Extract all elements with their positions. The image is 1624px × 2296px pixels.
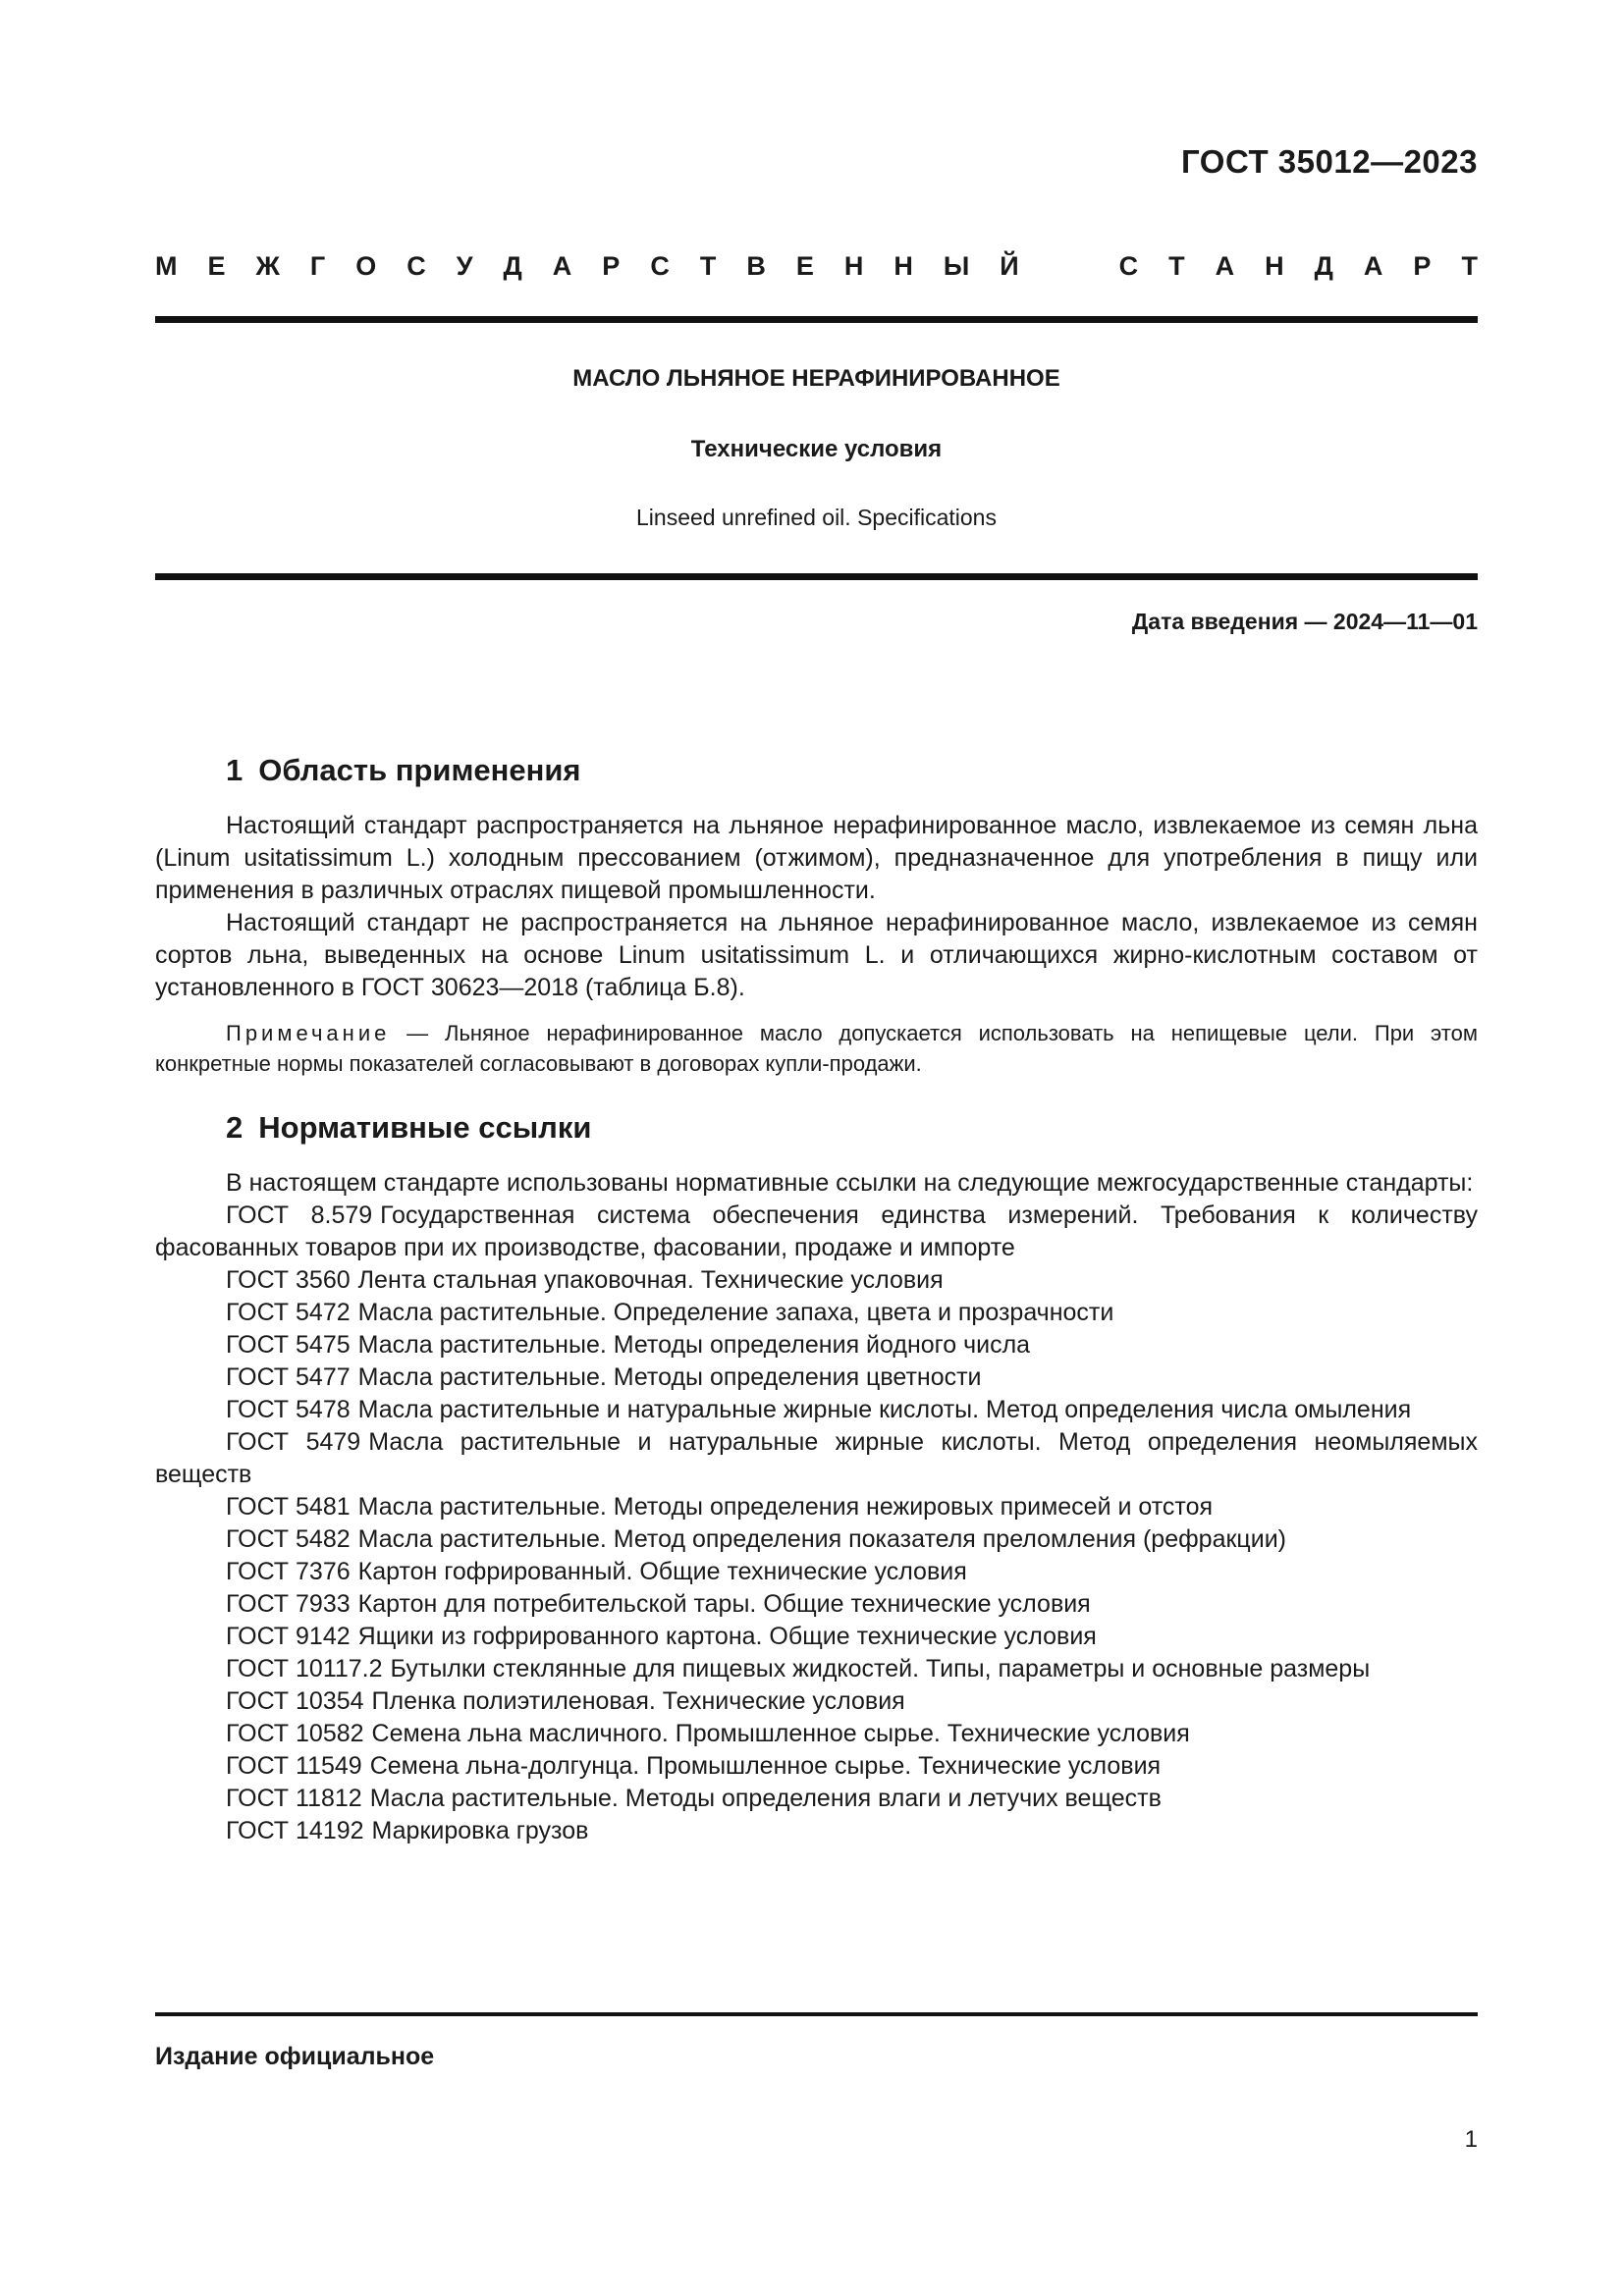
banner-letter: У [456, 251, 473, 281]
reference-title: Картон гофрированный. Общие технические условия [357, 1558, 967, 1585]
reference-item [155, 1426, 1478, 1491]
reference-title: Картон для потребительской тары. Общие технические условия [357, 1590, 1091, 1618]
reference-code: ГОСТ 11549 [226, 1752, 362, 1780]
reference-item [155, 1394, 1478, 1426]
paragraph: Настоящий стандарт распространяется на льняное нерафинированное масло, извлекаемое из семян льна (Linum usitatissimum L.) холодным прессованием (отжимом), предназначенное для употребления в пищу или применения в различных отраслях пищевой промышленности. [155, 812, 1478, 904]
banner-letter: А [1363, 251, 1383, 281]
reference-title: Ящики из гофрированного картона. Общие технические условия [357, 1623, 1097, 1650]
page-number: 1 [1464, 2126, 1478, 2153]
reference-item [155, 1621, 1478, 1653]
banner-letter: Д [1314, 251, 1333, 281]
banner-letter: Н [893, 251, 913, 281]
banner-letter: Г [309, 251, 326, 281]
reference-item [155, 1523, 1478, 1556]
reference-code: ГОСТ 5482 [226, 1525, 351, 1553]
banner-letter: Р [602, 251, 621, 281]
banner-letter: Й [1000, 251, 1019, 281]
top-divider [155, 316, 1478, 323]
paragraph: Настоящий стандарт не распространяется на льняное нерафинированное масло, извлекаемое из семян сортов льна, выведенных на основе Linum usitatissimum L. и отличающихся жирно-кислотным составом от установленного в ГОСТ 30623—2018 (таблица Б.8). [155, 909, 1478, 1001]
banner-letter: В [746, 251, 766, 281]
paragraph: В настоящем стандарте использованы нормативные ссылки на следующие межгосударственные стандарты: [226, 1169, 1474, 1197]
section-number: 2 [226, 1110, 244, 1145]
reference-title: Масла растительные. Методы определения нежировых примесей и отстоя [357, 1493, 1214, 1521]
reference-title: Масла растительные и натуральные жирные кислоты. Метод определения числа омыления [357, 1396, 1412, 1423]
document-page [155, 0, 1478, 2296]
reference-code: ГОСТ 5479 [226, 1428, 361, 1456]
reference-code: ГОСТ 10117.2 [226, 1655, 383, 1682]
document-body [155, 751, 1478, 1847]
footer-divider [155, 2012, 1478, 2016]
reference-code: ГОСТ 5477 [226, 1363, 351, 1391]
document-subtitle: Технические условия [690, 436, 943, 462]
reference-title: Масла растительные. Методы определения йодного числа [357, 1331, 1031, 1359]
banner-letter: А [552, 251, 572, 281]
banner-letter: Т [699, 251, 717, 281]
reference-item [155, 1556, 1478, 1588]
interstate-standard-banner [155, 251, 1478, 282]
banner-letter: О [355, 251, 377, 281]
banner-letter: С [1118, 251, 1139, 281]
document-title: МАСЛО ЛЬНЯНОЕ НЕРАФИНИРОВАННОЕ [572, 365, 1060, 392]
reference-code: ГОСТ 14192 [226, 1817, 364, 1844]
note-label: Примечание [226, 1021, 391, 1045]
english-title: Linseed unrefined oil. Specifications [636, 505, 997, 530]
reference-item [155, 1783, 1478, 1815]
section-scope [155, 751, 1478, 1079]
reference-code: ГОСТ 8.579 [226, 1201, 373, 1229]
banner-letter: Д [503, 251, 522, 281]
banner-letter: Е [795, 251, 814, 281]
banner-letter: Н [843, 251, 864, 281]
reference-title: Масла растительные. Метод определения показателя преломления (рефракции) [357, 1525, 1287, 1553]
reference-code: ГОСТ 3560 [226, 1266, 351, 1294]
reference-item [155, 1718, 1478, 1750]
banner-letter: С [406, 251, 426, 281]
banner-letter: Е [207, 251, 226, 281]
section-heading [226, 751, 1478, 790]
banner-letter: А [1215, 251, 1235, 281]
reference-item [155, 1815, 1478, 1847]
banner-letter: М [155, 251, 178, 281]
note [155, 1018, 1478, 1079]
reference-code: ГОСТ 5472 [226, 1299, 351, 1326]
introduction-date: Дата введения — 2024—11—01 [1131, 609, 1478, 634]
section-heading [226, 1108, 1478, 1148]
reference-code: ГОСТ 11812 [226, 1785, 362, 1812]
reference-item [155, 1297, 1478, 1329]
section-number: 1 [226, 753, 244, 787]
reference-item [155, 1685, 1478, 1718]
reference-item [155, 1264, 1478, 1297]
banner-letter: Т [1461, 251, 1478, 281]
reference-code: ГОСТ 10354 [226, 1687, 364, 1715]
reference-item [155, 1329, 1478, 1362]
reference-title: Лента стальная упаковочная. Технические условия [357, 1266, 944, 1294]
reference-list [155, 1200, 1478, 1847]
reference-title: Масла растительные и натуральные жирные кислоты. Метод определения неомыляемых веществ [155, 1428, 1478, 1488]
reference-title: Масла растительные. Методы определения влаги и летучих веществ [369, 1785, 1162, 1812]
reference-code: ГОСТ 9142 [226, 1623, 351, 1650]
reference-code: ГОСТ 5475 [226, 1331, 351, 1359]
section-title: Область применения [258, 753, 581, 787]
reference-code: ГОСТ 5481 [226, 1493, 351, 1521]
banner-letter: Ж [255, 251, 280, 281]
reference-title: Семена льна-долгунца. Промышленное сырье. Технические условия [369, 1752, 1162, 1780]
reference-title: Пленка полиэтиленовая. Технические условия [371, 1687, 905, 1715]
section-title: Нормативные ссылки [258, 1110, 592, 1145]
reference-title: Государственная система обеспечения единства измерений. Требования к количеству фасованных товаров при их производстве, фасовании, продаже и импорте [155, 1201, 1478, 1261]
banner-letter: Т [1168, 251, 1185, 281]
reference-code: ГОСТ 5478 [226, 1396, 351, 1423]
reference-title: Масла растительные. Методы определения цветности [357, 1363, 982, 1391]
banner-letter: Ы [943, 251, 970, 281]
reference-item [155, 1200, 1478, 1264]
note-text: — Льняное нерафинированное масло допускается использовать на непищевые цели. При этом конкретные нормы показателей согласовывают в договорах купли-продажи. [155, 1021, 1478, 1076]
reference-item [155, 1588, 1478, 1621]
reference-title: Семена льна масличного. Промышленное сырье. Технические условия [371, 1720, 1190, 1747]
reference-code: ГОСТ 7933 [226, 1590, 351, 1618]
reference-title: Масла растительные. Определение запаха, цвета и прозрачности [357, 1299, 1114, 1326]
banner-word-gap [1050, 251, 1089, 282]
banner-letter: Н [1265, 251, 1284, 281]
reference-title: Маркировка грузов [371, 1817, 589, 1844]
title-divider [155, 573, 1478, 580]
official-edition-label: Издание официальное [155, 2043, 435, 2070]
reference-item [155, 1653, 1478, 1685]
reference-code: ГОСТ 7376 [226, 1558, 351, 1585]
reference-item [155, 1750, 1478, 1783]
reference-item [155, 1362, 1478, 1394]
banner-letter: Р [1413, 251, 1432, 281]
section-normative-references [155, 1108, 1478, 1847]
reference-item [155, 1491, 1478, 1523]
banner-letter: С [650, 251, 670, 281]
reference-title: Бутылки стеклянные для пищевых жидкостей. Типы, параметры и основные размеры [390, 1655, 1371, 1682]
document-code: ГОСТ 35012—2023 [1181, 143, 1478, 180]
reference-code: ГОСТ 10582 [226, 1720, 364, 1747]
